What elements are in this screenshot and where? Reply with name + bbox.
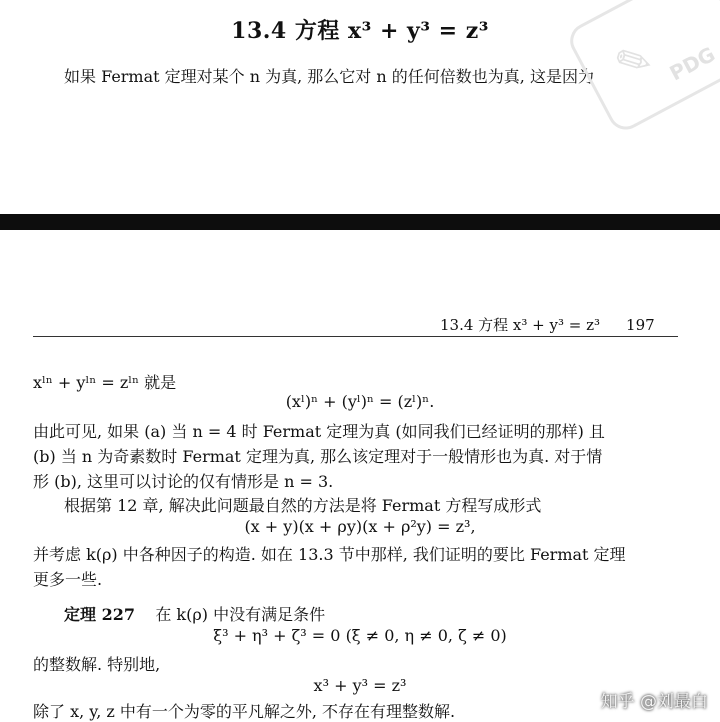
display-equation-2: (x + y)(x + ρy)(x + ρ²y) = z³,	[244, 517, 476, 536]
paragraph-2-line-1: 根据第 12 章, 解决此问题最自然的方法是将 Fermat 方程写成形式	[64, 496, 542, 515]
seal-glyph-icon: ✎	[606, 31, 661, 92]
page-number: 197	[626, 316, 655, 334]
page-separator	[0, 214, 720, 230]
theorem-line-3: 除了 x, y, z 中有一个为零的平凡解之外, 不存在有理整数解.	[33, 702, 456, 721]
running-header	[440, 314, 655, 335]
paragraph-2-line-2: 并考虑 k(ρ) 中各种因子的构造. 如在 13.3 节中那样, 我们证明的要比 Fermat 定理	[33, 545, 626, 564]
display-equation-4: x³ + y³ = z³	[313, 676, 407, 695]
paragraph-1-line-2: (b) 当 n 为奇素数时 Fermat 定理为真, 那么该定理对于一般情形也为真. 对于情	[33, 447, 603, 466]
equation-line: xˡⁿ + yˡⁿ = zˡⁿ 就是	[33, 373, 177, 392]
section-title: 13.4 方程 x³ + y³ = z³	[231, 18, 489, 44]
display-equation-1: (xˡ)ⁿ + (yˡ)ⁿ = (zˡ)ⁿ.	[285, 392, 435, 411]
zhihu-credit: 知乎 @刘最白	[600, 692, 708, 712]
pdg-watermark	[564, 0, 720, 136]
header-rule	[33, 336, 678, 337]
paragraph-1-line-3: 形 (b), 这里可以讨论的仅有情形是 n = 3.	[33, 472, 334, 491]
theorem-text: 在 k(ρ) 中没有满足条件	[155, 605, 326, 624]
theorem-line-2: 的整数解. 特别地,	[33, 655, 161, 674]
theorem-statement	[64, 602, 325, 625]
watermark-text: PDG	[665, 41, 719, 86]
display-equation-3: ξ³ + η³ + ζ³ = 0 (ξ ≠ 0, η ≠ 0, ζ ≠ 0)	[213, 626, 507, 645]
paragraph-2-line-3: 更多一些.	[33, 570, 103, 589]
paragraph-1-line-1: 由此可见, 如果 (a) 当 n = 4 时 Fermat 定理为真 (如同我们已经证明的那样) 且	[33, 422, 605, 441]
intro-line: 如果 Fermat 定理对某个 n 为真, 那么它对 n 的任何倍数也为真, 这是因为	[64, 67, 594, 86]
theorem-label: 定理 227	[64, 605, 135, 624]
header-title: 13.4 方程 x³ + y³ = z³	[440, 316, 601, 334]
